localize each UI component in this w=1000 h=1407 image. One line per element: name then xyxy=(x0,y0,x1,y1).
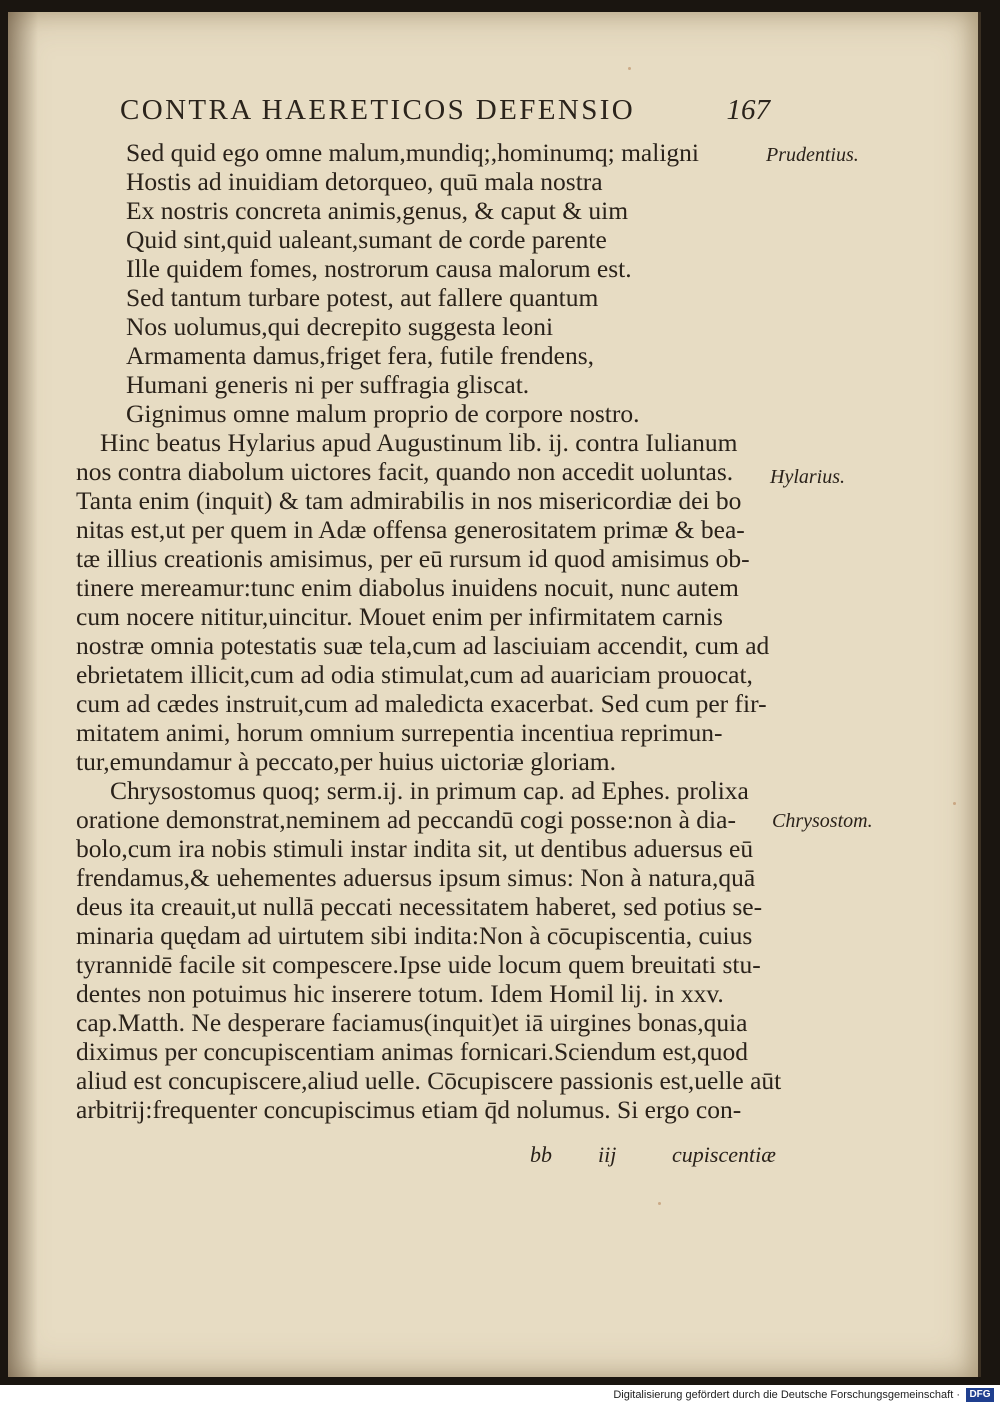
text-line: Humani generis ni per suffragia gliscat. xyxy=(126,370,530,399)
paper-speck xyxy=(953,802,956,805)
text-line: mitatem animi, horum omnium surrepentia incentiua reprimun- xyxy=(76,718,723,747)
running-head xyxy=(120,94,770,127)
text-line: minaria quędam ad uirtutem sibi indita:Non à cōcupiscentia, cuius xyxy=(76,921,753,950)
text-line: arbitrij:frequenter concupiscimus etiam q̄d nolumus. Si ergo con- xyxy=(76,1095,742,1124)
signature-number: iij xyxy=(598,1142,617,1167)
text-line: ebrietatem illicit,cum ad odia stimulat,cum ad auariciam prouocat, xyxy=(76,660,753,689)
text-line: Chrysostomus quoq; serm.ij. in primum cap. ad Ephes. prolixa xyxy=(110,776,749,805)
text-line: deus ita creauit,ut nullā peccati necessitatem haberet, sed potius se- xyxy=(76,892,763,921)
text-line: nitas est,ut per quem in Adæ offensa generositatem primæ & bea- xyxy=(76,515,745,544)
text-line: Hostis ad inuidiam detorqueo, quū mala nostra xyxy=(126,167,603,196)
marginal-note-prudentius: Prudentius. xyxy=(766,144,859,166)
text-line: bolo,cum ira nobis stimuli instar indita sit, ut dentibus aduersus eū xyxy=(76,834,754,863)
text-line: tinere mereamur:tunc enim diabolus inuidens nocuit, nunc autem xyxy=(76,573,739,602)
text-line: Ex nostris concreta animis,genus, & caput & uim xyxy=(126,196,629,225)
text-line: Quid sint,quid ualeant,sumant de corde parente xyxy=(126,225,607,254)
text-line: Ille quidem fomes, nostrorum causa malorum est. xyxy=(126,254,632,283)
marginal-note-hylarius: Hylarius. xyxy=(770,466,845,488)
spine-shadow xyxy=(8,12,38,1377)
text-line: diximus per concupiscentiam animas fornicari.Sciendum est,quod xyxy=(76,1037,749,1066)
paper-speck xyxy=(628,67,631,70)
text-line: Nos uolumus,qui decrepito suggesta leoni xyxy=(126,312,554,341)
credit-bar xyxy=(0,1385,1000,1407)
running-head-title: CONTRA HAERETICOS DEFENSIO xyxy=(120,94,636,126)
text-line: Armamenta damus,friget fera, futile frendens, xyxy=(126,341,595,370)
text-line: cum ad cædes instruit,cum ad maledicta exacerbat. Sed cum per fir- xyxy=(76,689,767,718)
credit-text: Digitalisierung gefördert durch die Deutsche Forschungsgemeinschaft · xyxy=(613,1389,960,1401)
text-line: Sed tantum turbare potest, aut fallere quantum xyxy=(126,283,599,312)
text-line: nos contra diabolum uictores facit, quando non accedit uoluntas. xyxy=(76,457,734,486)
paper-speck xyxy=(658,1202,661,1205)
book-page xyxy=(8,12,981,1377)
text-line: tæ illius creationis amisimus, per eū rursum id quod amisimus ob- xyxy=(76,544,750,573)
marginal-note-chrysostom: Chrysostom. xyxy=(772,810,873,832)
text-line: Hinc beatus Hylarius apud Augustinum lib. ij. contra Iulianum xyxy=(100,428,738,457)
text-line: tyrannidē facile sit compescere.Ipse uide locum quem breuitati stu- xyxy=(76,950,761,979)
text-line: Sed quid ego omne malum,mundiq;,hominumq; maligni xyxy=(126,138,700,167)
catchword: cupiscentiæ xyxy=(672,1142,776,1167)
text-line: dentes non potuimus hic inserere totum. Idem Homil lij. in xxv. xyxy=(76,979,724,1008)
text-line: oratione demonstrat,neminem ad peccandū cogi posse:non à dia- xyxy=(76,805,736,834)
text-line: Tanta enim (inquit) & tam admirabilis in nos misericordiæ dei bo xyxy=(76,486,742,515)
text-line: tur,emundamur à peccato,per huius uictoriæ gloriam. xyxy=(76,747,616,776)
text-line: nostræ omnia potestatis suæ tela,cum ad lasciuiam accendit, cum ad xyxy=(76,631,770,660)
dfg-logo: DFG xyxy=(966,1388,994,1402)
page-number: 167 xyxy=(726,94,770,126)
text-line: Gignimus omne malum proprio de corpore nostro. xyxy=(126,399,640,428)
text-line: cap.Matth. Ne desperare faciamus(inquit)et iā uirgines bonas,quia xyxy=(76,1008,748,1037)
text-line: cum nocere nititur,uincitur. Mouet enim per infirmitatem carnis xyxy=(76,602,723,631)
signature-mark: bb xyxy=(530,1142,552,1167)
text-line: frendamus,& uehementes aduersus ipsum simus: Non à natura,quā xyxy=(76,863,756,892)
text-line: aliud est concupiscere,aliud uelle. Cōcupiscere passionis est,uelle aūt xyxy=(76,1066,782,1095)
